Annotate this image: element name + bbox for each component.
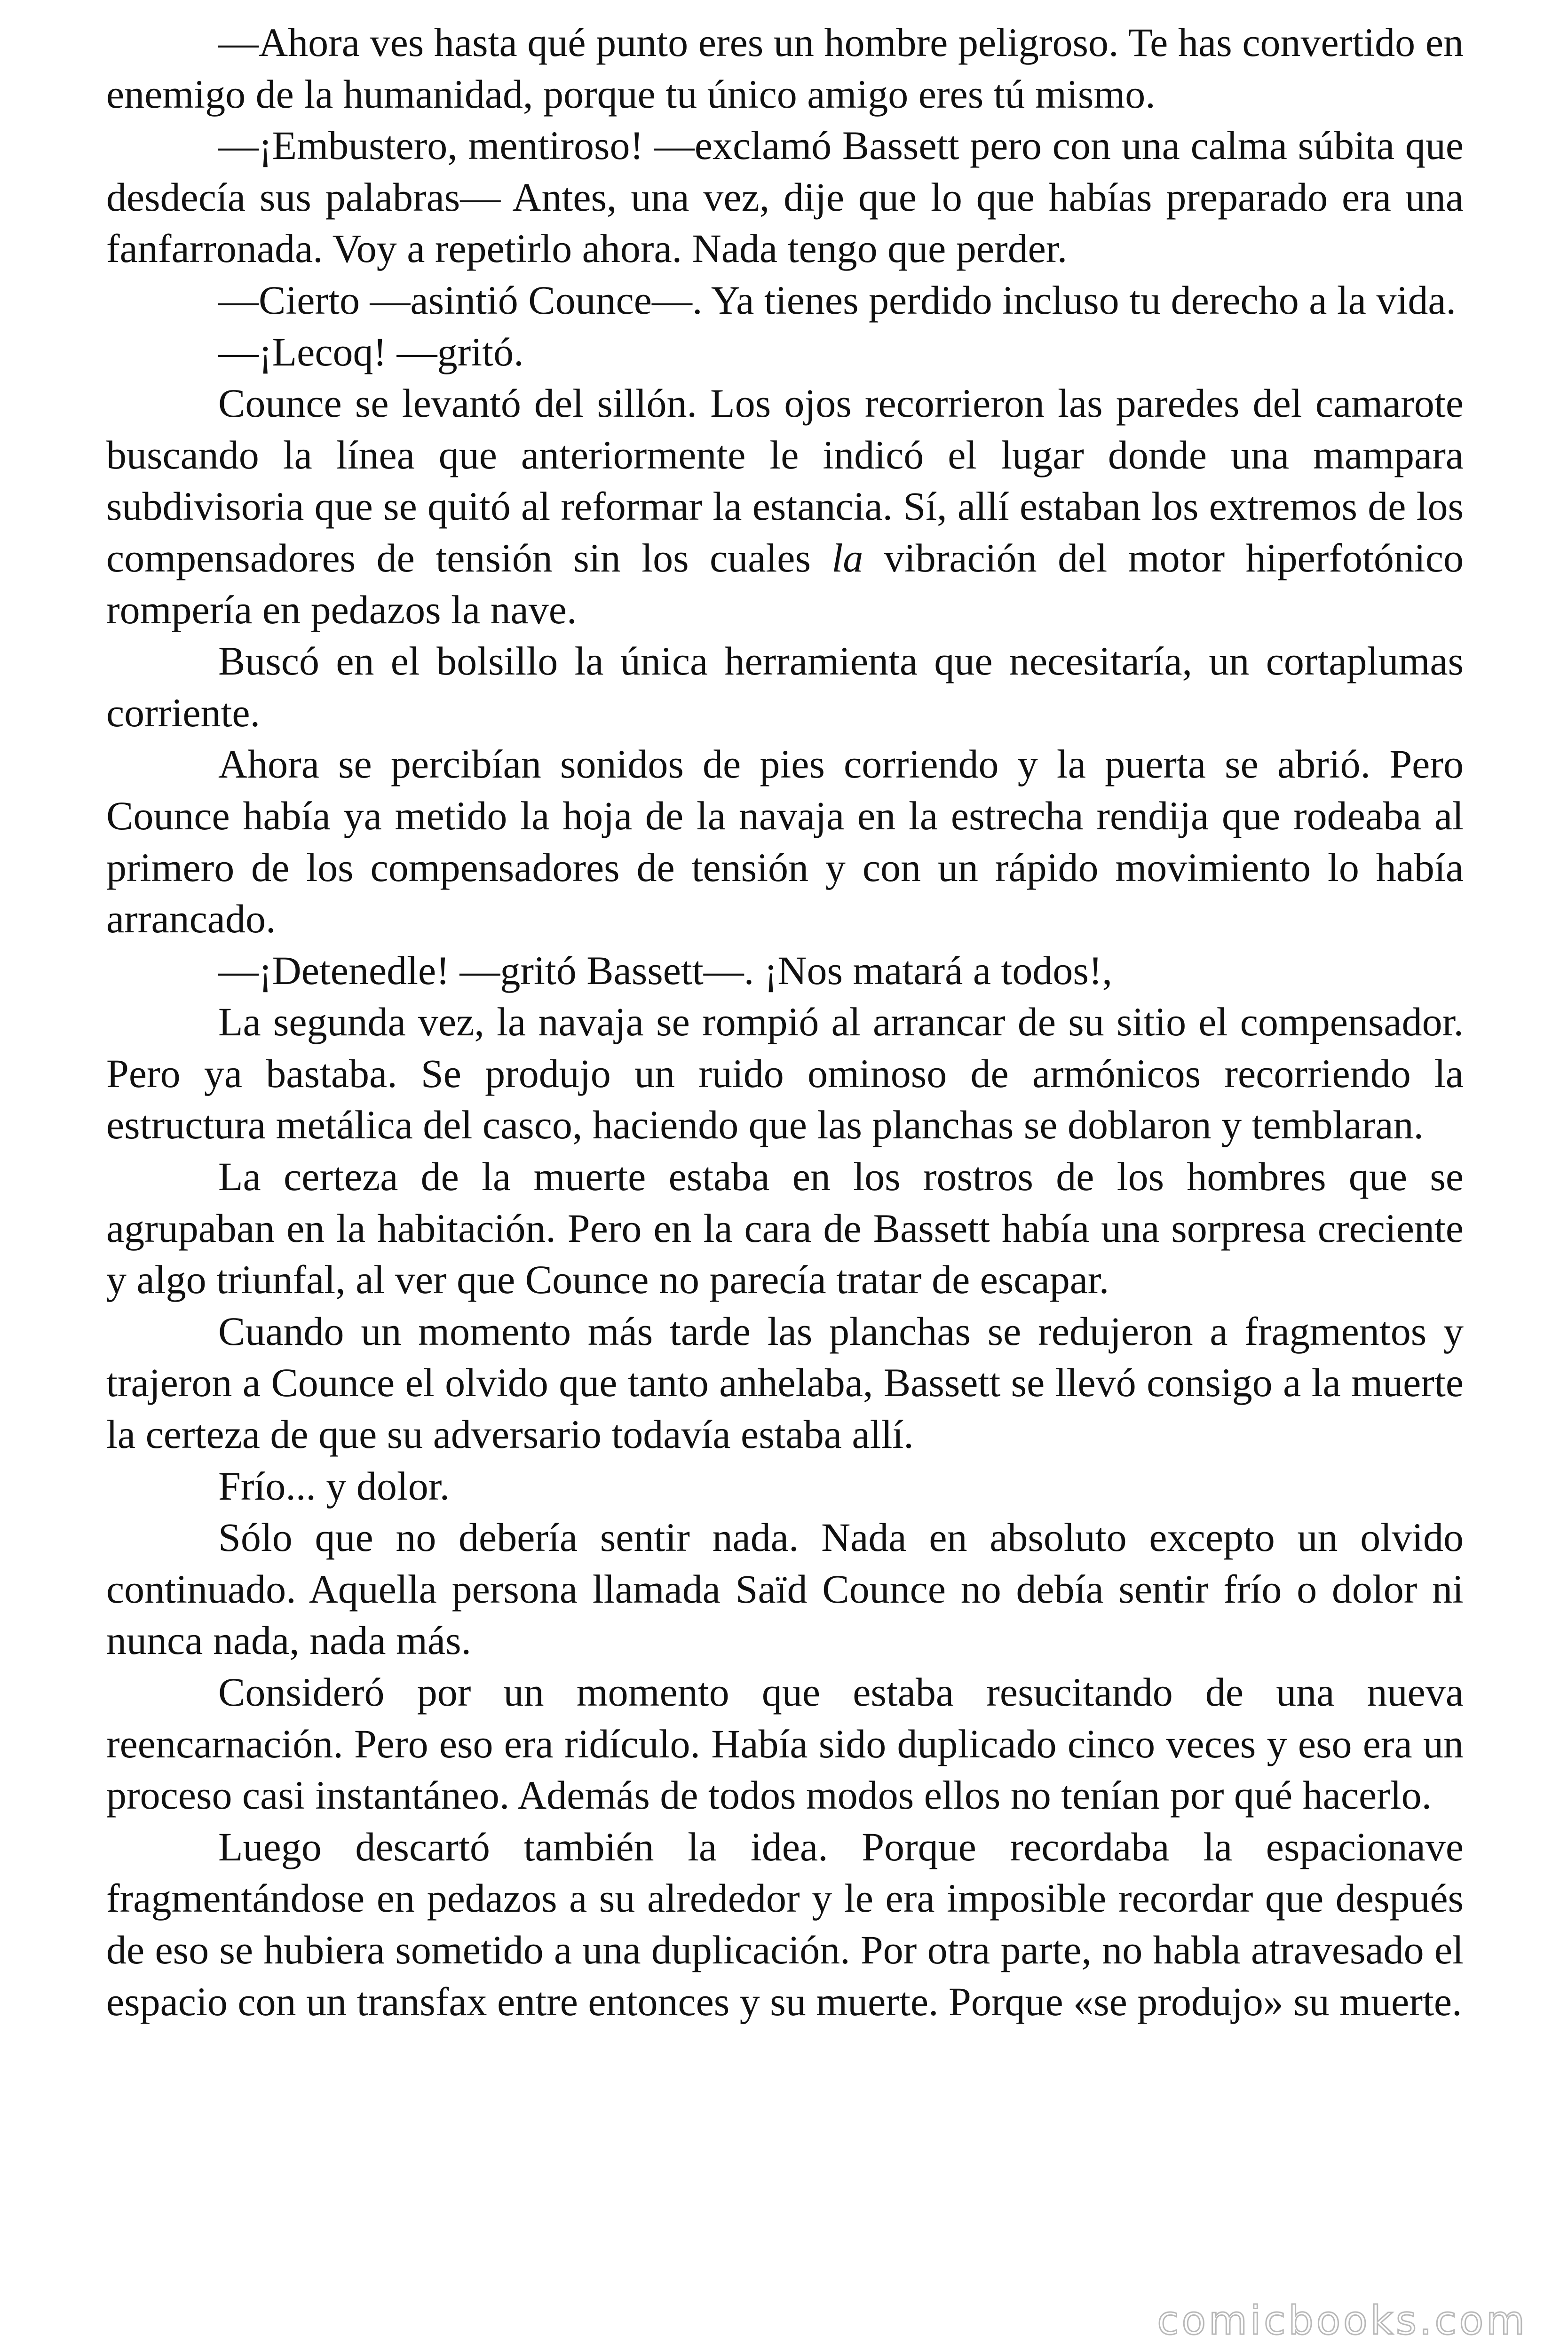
paragraph: —¡Detenedle! —gritó Bassett—. ¡Nos matará a todos!, <box>218 947 1113 993</box>
paragraph: —Cierto —asintió Counce—. Ya tienes perdido incluso tu derecho a la vida. <box>218 277 1457 323</box>
paragraph: —Ahora ves hasta qué punto eres un hombre peligroso. Te has convertido en enemigo de la humanidad, porque tu único amigo eres tú mismo. <box>106 20 1464 117</box>
paragraph: Cuando un momento más tarde las planchas se redujeron a fragmentos y trajeron a Counce el olvido que tanto anhelaba, Bassett se llevó consigo a la muerte la certeza de que su adversario todavía estaba allí. <box>106 1308 1464 1457</box>
paragraph: La segunda vez, la navaja se rompió al arrancar de su sitio el compensador. Pero ya bastaba. Se produjo un ruido ominoso de armónicos recorriendo la estructura metálica del casco, haciendo que las planchas se doblaron y temblaran. <box>106 999 1464 1148</box>
paragraph <box>106 378 1464 636</box>
paragraph: Sólo que no debería sentir nada. Nada en absoluto excepto un olvido continuado. Aquella persona llamada Saïd Counce no debía sentir frío o dolor ni nunca nada, nada más. <box>106 1515 1464 1663</box>
paragraph: —¡Embustero, mentiroso! —exclamó Bassett pero con una calma súbita que desdecía sus palabras— Antes, una vez, dije que lo que habías preparado era una fanfarronada. Voy a repetirlo ahora. Nada tengo que perder. <box>106 123 1464 271</box>
italic-word: la <box>832 535 863 580</box>
watermark: comicbooks.com <box>1157 2297 1528 2344</box>
paragraph: Buscó en el bolsillo la única herramienta que necesitaría, un cortaplumas corriente. <box>106 638 1464 735</box>
paragraph: Luego descartó también la idea. Porque recordaba la espacionave fragmentándose en pedazos a su alrededor y le era imposible recordar que después de eso se hubiera sometido a una duplicación. Por otra parte, no habla atravesado el espacio con un transfax entre entonces y su muerte. Porque «se produjo» su muerte. <box>106 1824 1464 2024</box>
paragraph: La certeza de la muerte estaba en los rostros de los hombres que se agrupaban en la habitación. Pero en la cara de Bassett había una sorpresa creciente y algo triunfal, al ver que Counce no parecía tratar de escapar. <box>106 1154 1464 1303</box>
paragraph: —¡Lecoq! —gritó. <box>218 329 524 374</box>
paragraph: Frío... y dolor. <box>218 1463 450 1509</box>
page-body-text <box>106 17 1464 2027</box>
paragraph-text: Counce se levantó del sillón. Los ojos recorrieron las paredes del camarote buscando la línea que anteriormente le indicó el lugar donde una mampara subdivisoria que se quitó al reformar la estancia. Sí, allí estaban los extremos de los compensadores de tensión sin los cuales <box>106 381 1464 580</box>
paragraph: Ahora se percibían sonidos de pies corriendo y la puerta se abrió. Pero Counce había ya metido la hoja de la navaja en la estrecha rendija que rodeaba al primero de los compensadores de tensión y con un rápido movimiento lo había arrancado. <box>106 741 1464 942</box>
paragraph-text: vibración del motor hiperfotónico rompería en pedazos la nave. <box>106 535 1464 632</box>
paragraph: Consideró por un momento que estaba resucitando de una nueva reencarnación. Pero eso era ridículo. Había sido duplicado cinco veces y eso era un proceso casi instantáneo. Además de todos modos ellos no tenían por qué hacerlo. <box>106 1669 1464 1818</box>
